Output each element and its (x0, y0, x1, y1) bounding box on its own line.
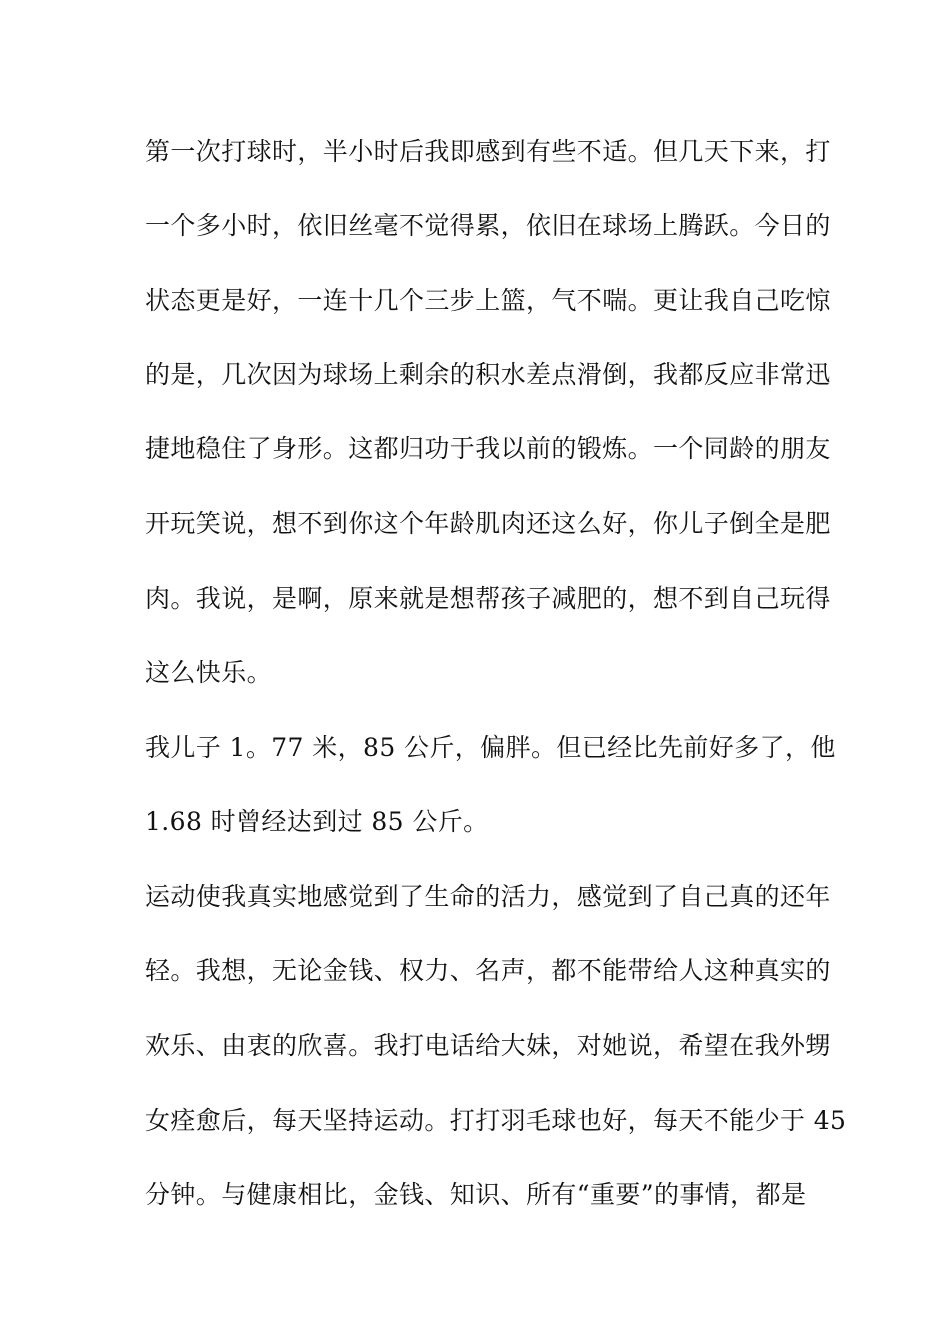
text-line: 的是，几次因为球场上剩余的积水差点滑倒，我都反应非常迅 (145, 360, 831, 389)
text-line: 肉。我说，是啊，原来就是想帮孩子减肥的，想不到自己玩得 (145, 584, 831, 613)
text-line: 1.68 时曾经达到过 85 公斤。 (145, 807, 489, 836)
text-line: 状态更是好，一连十几个三步上篮，气不喘。更让我自己吃惊 (145, 286, 831, 315)
text-line: 女痊愈后，每天坚持运动。打打羽毛球也好，每天不能少于 45 (145, 1106, 847, 1135)
text-line: 轻。我想，无论金钱、权力、名声，都不能带给人这种真实的 (145, 956, 831, 985)
text-line: 分钟。与健康相比，金钱、知识、所有“重要”的事情，都是 (145, 1180, 807, 1209)
text-line: 欢乐、由衷的欣喜。我打电话给大妹，对她说，希望在我外甥 (145, 1031, 831, 1060)
text-line: 捷地稳住了身形。这都归功于我以前的锻炼。一个同龄的朋友 (145, 434, 831, 463)
text-line: 运动使我真实地感觉到了生命的活力，感觉到了自己真的还年 (145, 882, 831, 911)
text-line: 开玩笑说，想不到你这个年龄肌肉还这么好，你儿子倒全是肥 (145, 509, 831, 538)
text-line: 第一次打球时，半小时后我即感到有些不适。但几天下来，打 (145, 137, 831, 166)
text-line: 我儿子 1。77 米，85 公斤，偏胖。但已经比先前好多了，他 (145, 733, 836, 762)
text-line: 一个多小时，依旧丝毫不觉得累，依旧在球场上腾跃。今日的 (145, 211, 831, 240)
text-line: 这么快乐。 (145, 658, 273, 687)
